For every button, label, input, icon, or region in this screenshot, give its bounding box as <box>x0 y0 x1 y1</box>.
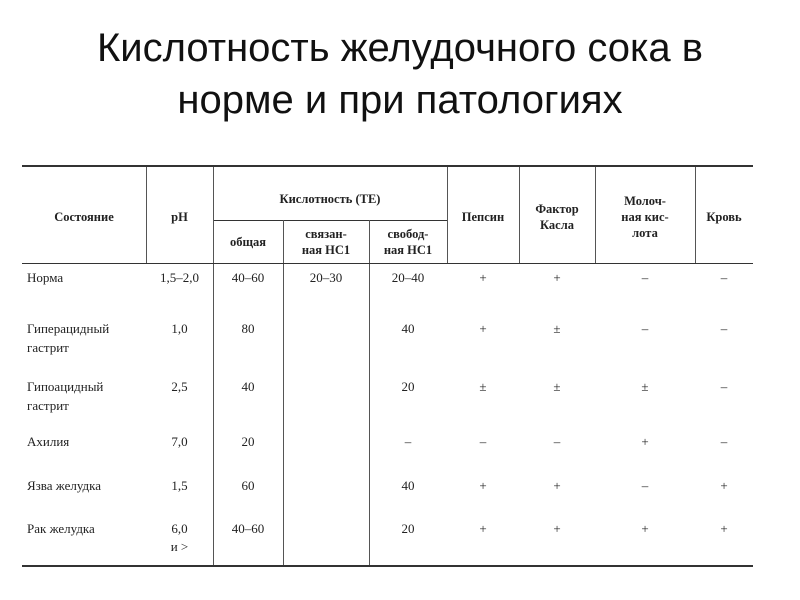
cell-lactic-acid: ± <box>641 379 649 394</box>
cell-lactic-acid: – <box>641 478 649 493</box>
header-free-line-1: свобод- <box>387 227 429 241</box>
cell-ph: 7,0 <box>171 434 188 449</box>
cell-free-hcl: 20 <box>401 379 415 394</box>
cell-blood: + <box>720 478 728 493</box>
cell-state: Ахилия <box>27 434 70 449</box>
cell-lactic-acid: – <box>641 270 649 285</box>
cell-total-acidity: 20 <box>241 434 255 449</box>
header-total: общая <box>229 235 267 249</box>
cell-blood: – <box>720 270 728 285</box>
cell-total-acidity: 80 <box>241 321 255 336</box>
cell-ph: 1,5 <box>171 478 188 493</box>
cell-state: Рак желудка <box>27 521 95 536</box>
cell-state-line-2: гастрит <box>27 340 69 355</box>
cell-lactic-acid: – <box>641 321 649 336</box>
cell-lactic-acid: + <box>641 434 649 449</box>
cell-ph: 6,0 <box>171 521 188 536</box>
slide-title <box>0 22 800 126</box>
cell-total-acidity: 40 <box>241 379 255 394</box>
cell-pepsin: + <box>479 321 487 336</box>
cell-castle-factor: – <box>553 434 561 449</box>
body-col-divider <box>283 264 284 565</box>
cell-state: Гипоацидный <box>27 379 104 394</box>
cell-pepsin: + <box>479 478 487 493</box>
cell-total-acidity: 40–60 <box>231 270 265 285</box>
cell-pepsin: – <box>479 434 487 449</box>
cell-total-acidity: 40–60 <box>231 521 265 536</box>
cell-free-hcl: 20–40 <box>391 270 425 285</box>
cell-free-hcl: 40 <box>401 321 415 336</box>
header-castle-line-1: Фактор <box>535 202 579 216</box>
cell-state: Гиперацидный <box>27 321 110 336</box>
header-divider <box>22 263 753 264</box>
table-top-border <box>22 165 753 167</box>
cell-castle-factor: + <box>553 270 561 285</box>
cell-state-line-2: гастрит <box>27 398 69 413</box>
acidity-subheader-divider <box>213 220 447 221</box>
cell-blood: – <box>720 321 728 336</box>
header-bound-line-2: ная НС1 <box>301 243 351 257</box>
cell-lactic-acid: + <box>641 521 649 536</box>
header-lactic-line-2: ная кис- <box>621 210 669 224</box>
cell-castle-factor: ± <box>553 379 561 394</box>
cell-total-acidity: 60 <box>241 478 255 493</box>
cell-castle-factor: + <box>553 521 561 536</box>
cell-ph: 2,5 <box>171 379 188 394</box>
cell-state: Язва желудка <box>27 478 102 493</box>
cell-ph: 1,0 <box>171 321 188 336</box>
cell-pepsin: ± <box>479 379 487 394</box>
header-free-line-2: ная НС1 <box>383 243 433 257</box>
cell-castle-factor: + <box>553 478 561 493</box>
header-acidity: Кислотность (ТЕ) <box>279 192 381 206</box>
title-line-2: норме и при патологиях <box>177 78 623 122</box>
table-bottom-border <box>22 565 753 567</box>
cell-pepsin: + <box>479 521 487 536</box>
header-pepsin: Пепсин <box>461 210 505 224</box>
cell-pepsin: + <box>479 270 487 285</box>
header-ph: pH <box>171 210 188 224</box>
cell-state: Норма <box>27 270 64 285</box>
header-lactic-line-1: Молоч- <box>624 194 666 208</box>
header-castle-line-2: Касла <box>540 218 574 232</box>
cell-blood: – <box>720 434 728 449</box>
cell-blood: – <box>720 379 728 394</box>
header-lactic-line-3: лота <box>632 226 658 240</box>
title-line-1: Кислотность желудочного сока в <box>96 26 704 70</box>
header-bound-line-1: связан- <box>305 227 347 241</box>
cell-bound-hcl: 20–30 <box>309 270 343 285</box>
cell-castle-factor: ± <box>553 321 561 336</box>
header-blood: Кровь <box>706 210 742 224</box>
cell-ph-line-2: и > <box>170 539 189 554</box>
cell-blood: + <box>720 521 728 536</box>
cell-free-hcl: – <box>404 434 412 449</box>
cell-free-hcl: 20 <box>401 521 415 536</box>
cell-ph: 1,5–2,0 <box>160 270 199 285</box>
header-state: Состояние <box>54 210 114 224</box>
cell-free-hcl: 40 <box>401 478 415 493</box>
